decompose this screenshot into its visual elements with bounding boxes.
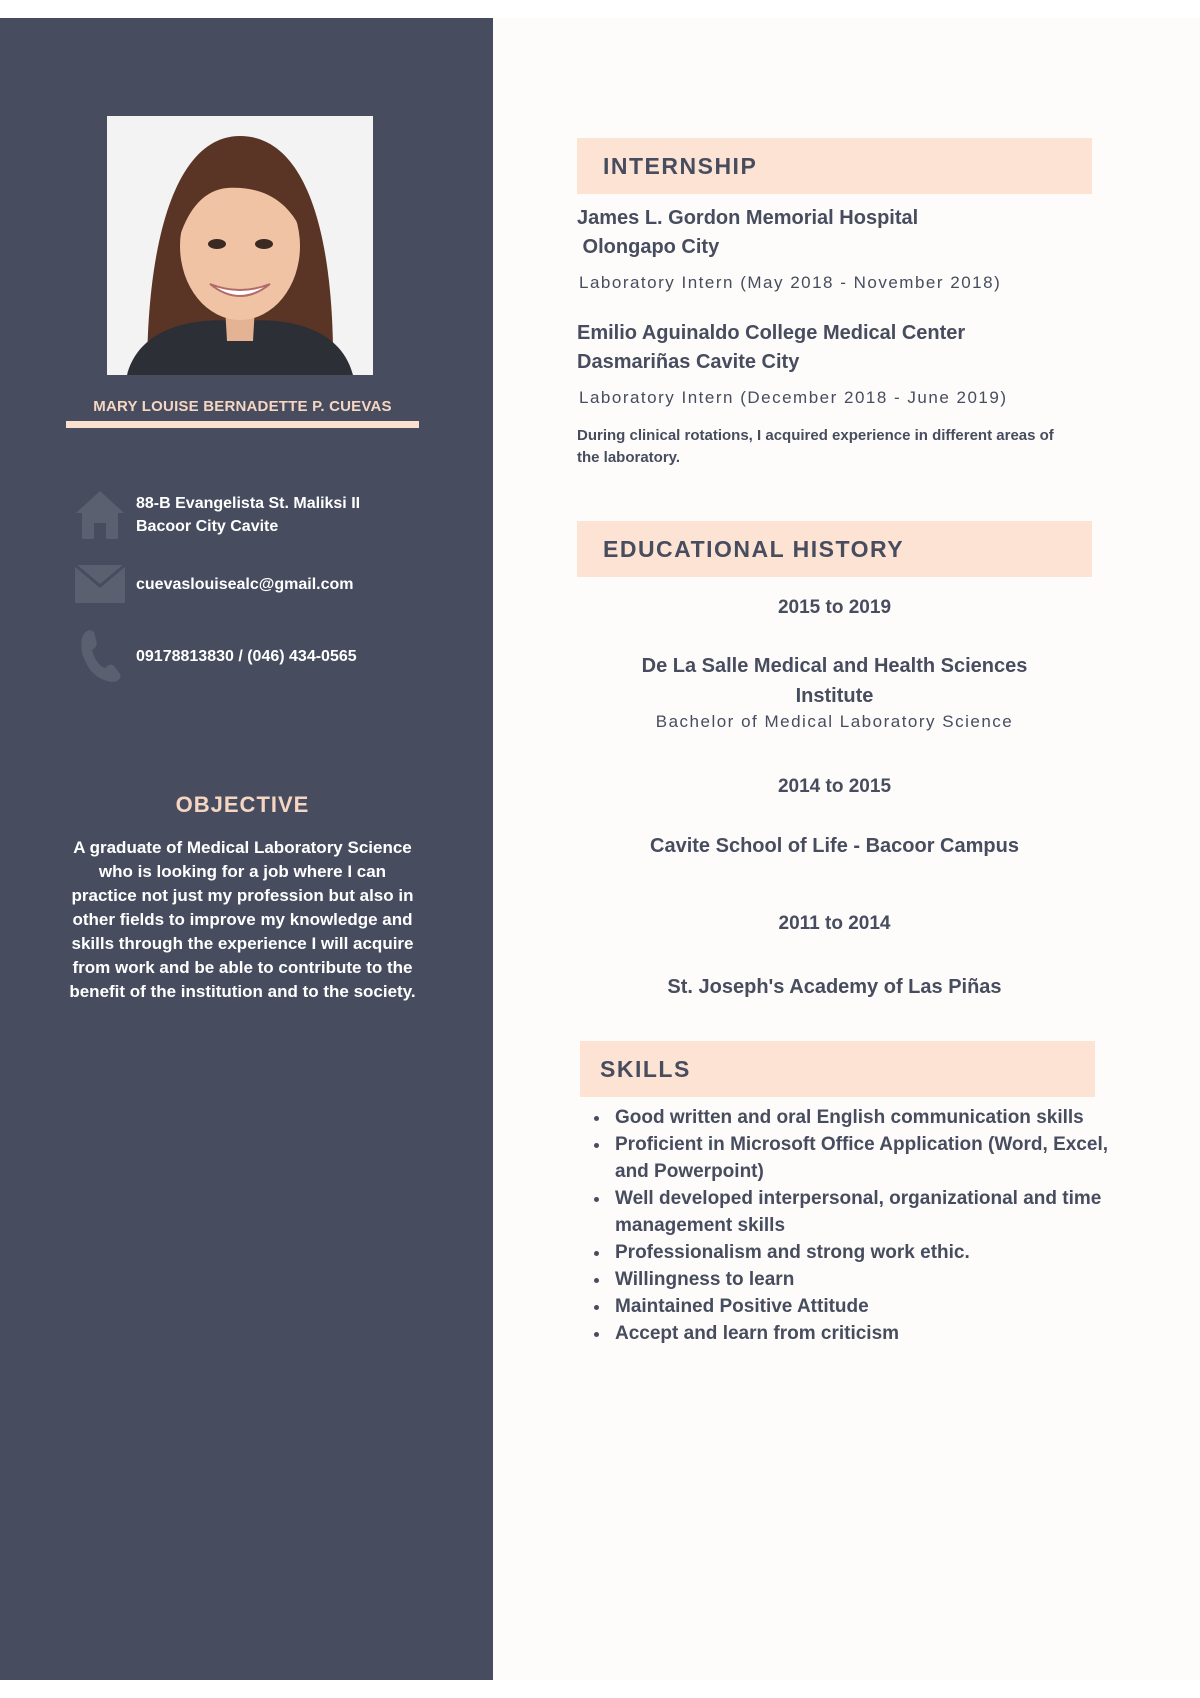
profile-photo: [107, 116, 373, 375]
skill-item: • Well developed interpersonal, organizational and time management skills: [611, 1185, 1111, 1239]
education-school-1: De La Salle Medical and Health Sciences Institute: [641, 655, 1028, 707]
internship-role-1: Laboratory Intern (May 2018 - November 2018): [579, 273, 1002, 292]
internship-org-1-name: James L. Gordon Memorial Hospital: [577, 207, 919, 229]
skill-item: • Good written and oral English communication skills: [611, 1104, 1111, 1131]
name-divider: [66, 421, 419, 428]
education-years-3: 2011 to 2014: [778, 913, 891, 934]
sidebar: [0, 18, 493, 1680]
education-school-2: Cavite School of Life - Bacoor Campus: [650, 835, 1019, 857]
phone-icon: [70, 626, 130, 686]
mail-icon: [70, 554, 130, 614]
internship-org-2: [577, 319, 1097, 377]
skill-item: • Professionalism and strong work ethic.: [611, 1239, 1111, 1266]
education-heading: EDUCATIONAL HISTORY: [603, 535, 905, 562]
internship-org-1: [577, 204, 1097, 262]
internship-header: [577, 138, 1092, 194]
skills-list: [591, 1104, 1111, 1347]
internship-org-2-name: Emilio Aguinaldo College Medical Center: [577, 322, 966, 344]
skill-item: • Maintained Positive Attitude: [611, 1293, 1111, 1320]
candidate-name: MARY LOUISE BERNADETTE P. CUEVAS: [93, 398, 392, 415]
objective-text: A graduate of Medical Laboratory Science who is looking for a job where I can practice not just my profession but also in other fields to improve my knowledge and skills through the experience I will acquire from work and be able to contribute to the benefit of the institution and to the society.: [69, 838, 416, 1001]
skill-item: • Willingness to learn: [611, 1266, 1111, 1293]
education-header: [577, 521, 1092, 577]
address-text: 88-B Evangelista St. Maliksi II Bacoor City Cavite: [136, 495, 361, 535]
skills-header: [580, 1041, 1095, 1097]
skills-heading: SKILLS: [600, 1055, 691, 1082]
education-school-3: St. Joseph's Academy of Las Piñas: [667, 976, 1002, 998]
contact-email: [70, 554, 400, 614]
contact-phone: [70, 626, 400, 686]
internship-note: During clinical rotations, I acquired experience in different areas of the laboratory.: [577, 427, 1054, 466]
internship-org-2-city: Dasmariñas Cavite City: [577, 351, 800, 373]
skill-item: • Accept and learn from criticism: [611, 1320, 1111, 1347]
internship-heading: INTERNSHIP: [603, 152, 758, 179]
internship-role-2: Laboratory Intern (December 2018 - June 2019): [579, 388, 1008, 407]
objective-heading: OBJECTIVE: [175, 792, 310, 817]
email-link[interactable]: cuevaslouisealc@gmail.com: [136, 575, 354, 593]
education-degree-1: Bachelor of Medical Laboratory Science: [655, 712, 1014, 731]
resume-page: [0, 18, 1200, 1680]
phone-text: 09178813830 / (046) 434-0565: [136, 647, 357, 665]
contact-address: [70, 485, 400, 545]
education-years-2: 2014 to 2015: [777, 776, 892, 797]
skill-item: • Proficient in Microsoft Office Application (Word, Excel, and Powerpoint): [611, 1131, 1111, 1185]
education-years-1: 2015 to 2019: [777, 597, 892, 618]
internship-org-1-city: Olongapo City: [577, 236, 720, 258]
home-icon: [70, 485, 130, 545]
main-content: [493, 18, 1200, 1680]
profile-photo-illustration: [107, 116, 373, 375]
